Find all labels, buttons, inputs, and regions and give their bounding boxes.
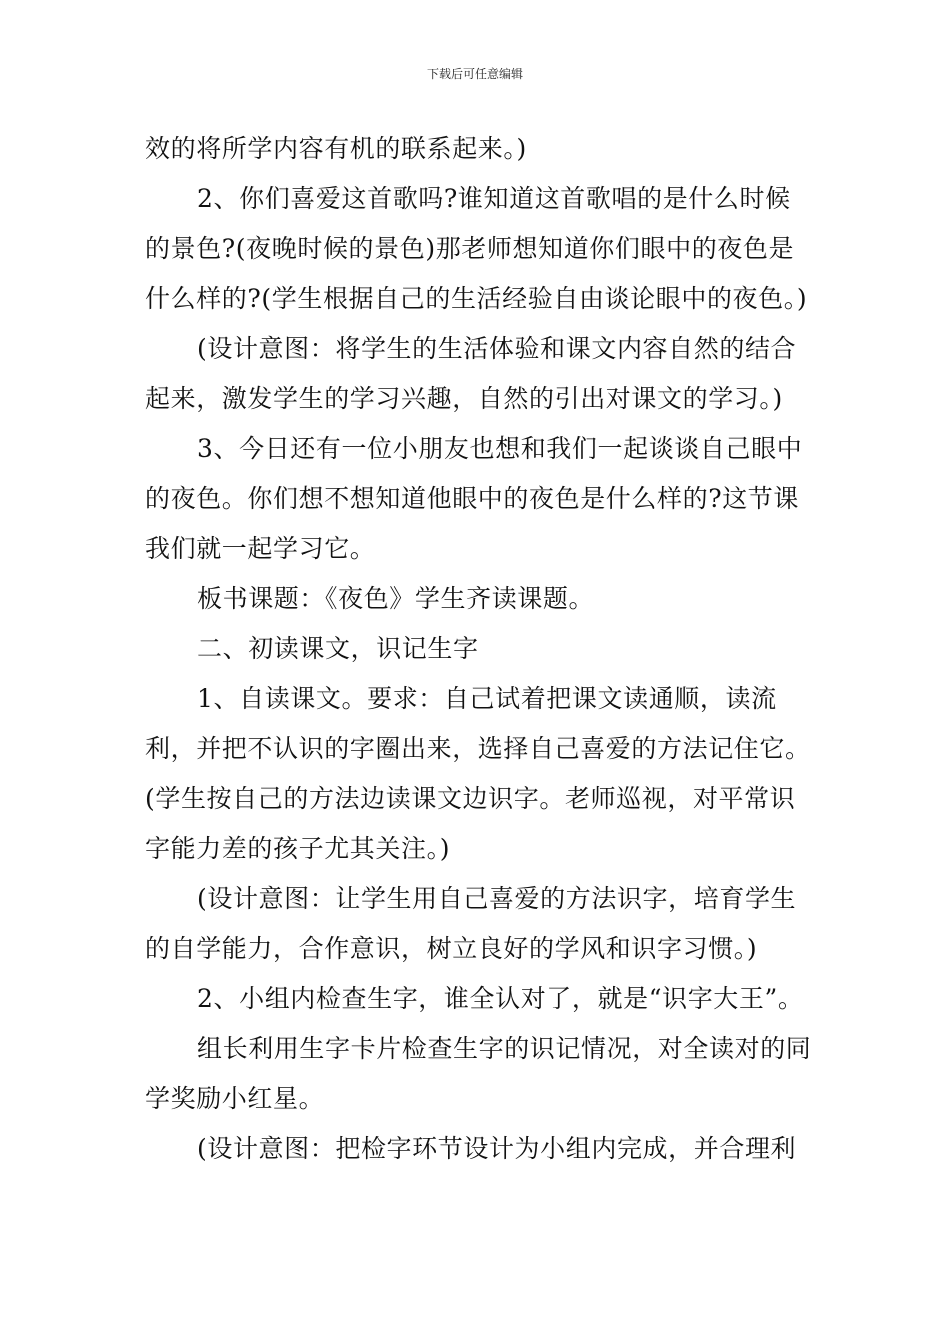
document-body bbox=[145, 124, 813, 1174]
paragraph: 板书课题：《夜色》学生齐读课题。 bbox=[197, 584, 595, 613]
section-heading: 二、初读课文，识记生字 bbox=[197, 634, 479, 663]
paragraph: 3、今日还有一位小朋友也想和我们一起谈谈自己眼中的夜色。你们想不想知道他眼中的夜色是什么样的?这节课我们就一起学习它。 bbox=[145, 434, 803, 563]
paragraph: 1、自读课文。要求：自己试着把课文读通顺，读流利，并把不认识的字圈出来，选择自己喜爱的方法记住它。(学生按自己的方法边读课文边识字。老师巡视，对平常识字能力差的孩子尤其关注。) bbox=[145, 684, 811, 863]
paragraph: (设计意图：让学生用自己喜爱的方法识字，培育学生的自学能力，合作意识，树立良好的学风和识字习惯。) bbox=[145, 884, 797, 963]
page-header: 下载后可任意编辑 bbox=[426, 67, 523, 81]
paragraph: 组长利用生字卡片检查生字的识记情况，对全读对的同学奖励小红星。 bbox=[145, 1034, 812, 1113]
paragraph: (设计意图：把检字环节设计为小组内完成，并合理利 bbox=[197, 1134, 797, 1163]
paragraph: 2、小组内检查生字，谁全认对了，就是“识字大王”。 bbox=[197, 984, 804, 1013]
paragraph: 2、你们喜爱这首歌吗?谁知道这首歌唱的是什么时候的景色?(夜晚时候的景色)那老师想知道你们眼中的夜色是什么样的?(学生根据自己的生活经验自由谈论眼中的夜色。) bbox=[145, 184, 808, 313]
paragraph: (设计意图：将学生的生活体验和课文内容自然的结合起来，激发学生的学习兴趣，自然的引出对课文的学习。) bbox=[145, 334, 797, 413]
paragraph: 效的将所学内容有机的联系起来。) bbox=[145, 134, 527, 163]
